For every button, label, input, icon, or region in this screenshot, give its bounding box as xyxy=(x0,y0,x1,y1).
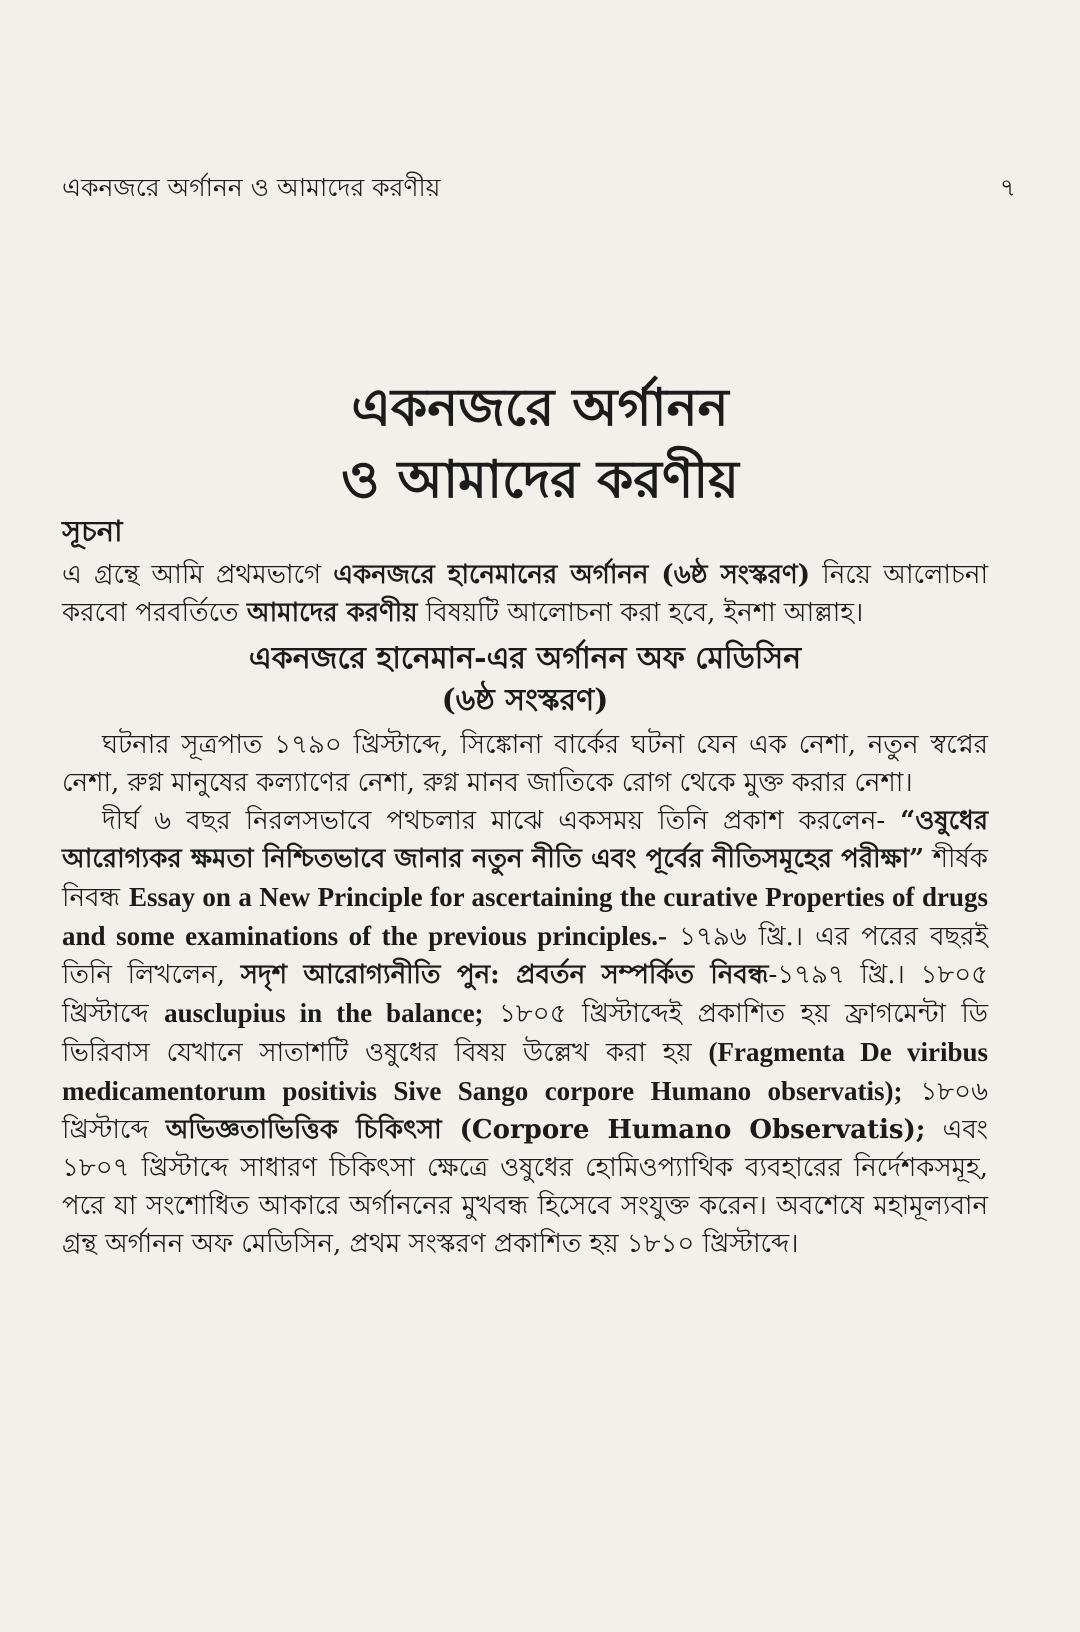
intro-paragraph xyxy=(62,556,988,632)
paragraph-1: ঘটনার সূত্রপাত ১৭৯০ খ্রিস্টাব্দে, সিঙ্কোনা বার্কের ঘটনা যেন এক নেশা, নতুন স্বপ্নের নেশা, রুগ্ন মানুষের কল্যাণের নেশা, রুগ্ন মানব জাতিকে রোগ থেকে মুক্ত করার নেশা। xyxy=(62,730,988,798)
english-title: Essay on a New Principle for ascertaining the curative Properties of drugs and some examinations of the previous principles.- xyxy=(62,882,988,951)
english-title: (Fragmenta De viribus medicamentorum positivis Sive Sango corpore Humano observatis); xyxy=(62,1037,988,1106)
text-run: ১৮০৫ খ্রিস্টাব্দেই প্রকাশিত হয় ফ্রাগমেন্টা ডি ভিরিবাস যেখানে সাতাশটি ওষুধের বিষয় উল্লেখ করা হয় xyxy=(62,999,989,1068)
emphasis: একনজরে হানেমানের অর্গানন (৬ষ্ঠ সংস্করণ) xyxy=(333,560,811,590)
text-run: নিয়ে আলোচনা করবো পরবর্তিতে xyxy=(62,560,988,628)
page-body xyxy=(62,512,988,1263)
text-run: শীর্ষক নিবন্ধ xyxy=(62,844,988,913)
text-run: ১৭৯৬ খ্রি.। এর পরের বছরই তিনি লিখলেন, xyxy=(62,922,988,990)
text-run: বিষয়টি আলোচনা করা হবে, ইনশা আল্লাহ। xyxy=(417,598,864,628)
paragraph-2 xyxy=(62,802,988,1263)
running-header-title: একনজরে অর্গানন ও আমাদের করণীয় xyxy=(62,173,441,202)
emphasis: আমাদের করণীয় xyxy=(246,598,418,628)
emphasis: অভিজ্ঞতাভিত্তিক চিকিৎসা (Corpore Humano Observatis); xyxy=(165,1115,926,1145)
text-run: দীর্ঘ ৬ বছর নিরলসভাবে পথচলার মাঝে একসময় তিনি প্রকাশ করলেন- xyxy=(102,806,901,836)
section-heading-line-2: (৬ষ্ঠ সংস্করণ) xyxy=(441,683,609,718)
page-number: ৭ xyxy=(999,173,1016,202)
text-run: ১৮০৬ খ্রিস্টাব্দে xyxy=(62,1077,988,1145)
text-run: এ গ্রন্থে আমি প্রথমভাগে xyxy=(62,560,334,590)
chapter-title-line-1: একনজরে অর্গানন xyxy=(351,377,729,438)
emphasis: সদৃশ আরোগ্যনীতি পুন: প্রবর্তন সম্পর্কিত নিবন্ধ xyxy=(240,960,769,990)
emphasis: “ওষুধের আরোগ্যকর ক্ষমতা নিশ্চিতভাবে জানার নতুন নীতি এবং পূর্বের নীতিসমূহের পরীক্ষা” xyxy=(62,806,988,874)
english-title: ausclupius in the balance; xyxy=(164,998,484,1028)
chapter-title xyxy=(0,372,1080,516)
intro-label: সূচনা xyxy=(62,514,123,548)
chapter-title-line-2: ও আমাদের করণীয় xyxy=(341,449,739,510)
text-run: এবং ১৮০৭ খ্রিস্টাব্দে সাধারণ চিকিৎসা ক্ষেত্রে ওষুধের হোমিওপ্যাথিক ব্যবহারের নির্দেশকসমূহ, পরে যা সংশোধিত আকারে অর্গাননের মুখবন্ধ হিসেবে সংযুক্ত করেন। অবশেষে মহামূল্যবান গ্রন্থ অর্গানন অফ মেডিসিন, প্রথম সংস্করণ প্রকাশিত হয় ১৮১০ খ্রিস্টাব্দে। xyxy=(62,1115,988,1259)
running-header xyxy=(62,168,1016,211)
text-run: -১৭৯৭ খ্রি.। ১৮০৫ খ্রিস্টাব্দে xyxy=(62,960,988,1029)
section-heading xyxy=(62,638,988,722)
section-heading-line-1: একনজরে হানেমান-এর অর্গানন অফ মেডিসিন xyxy=(248,641,802,676)
